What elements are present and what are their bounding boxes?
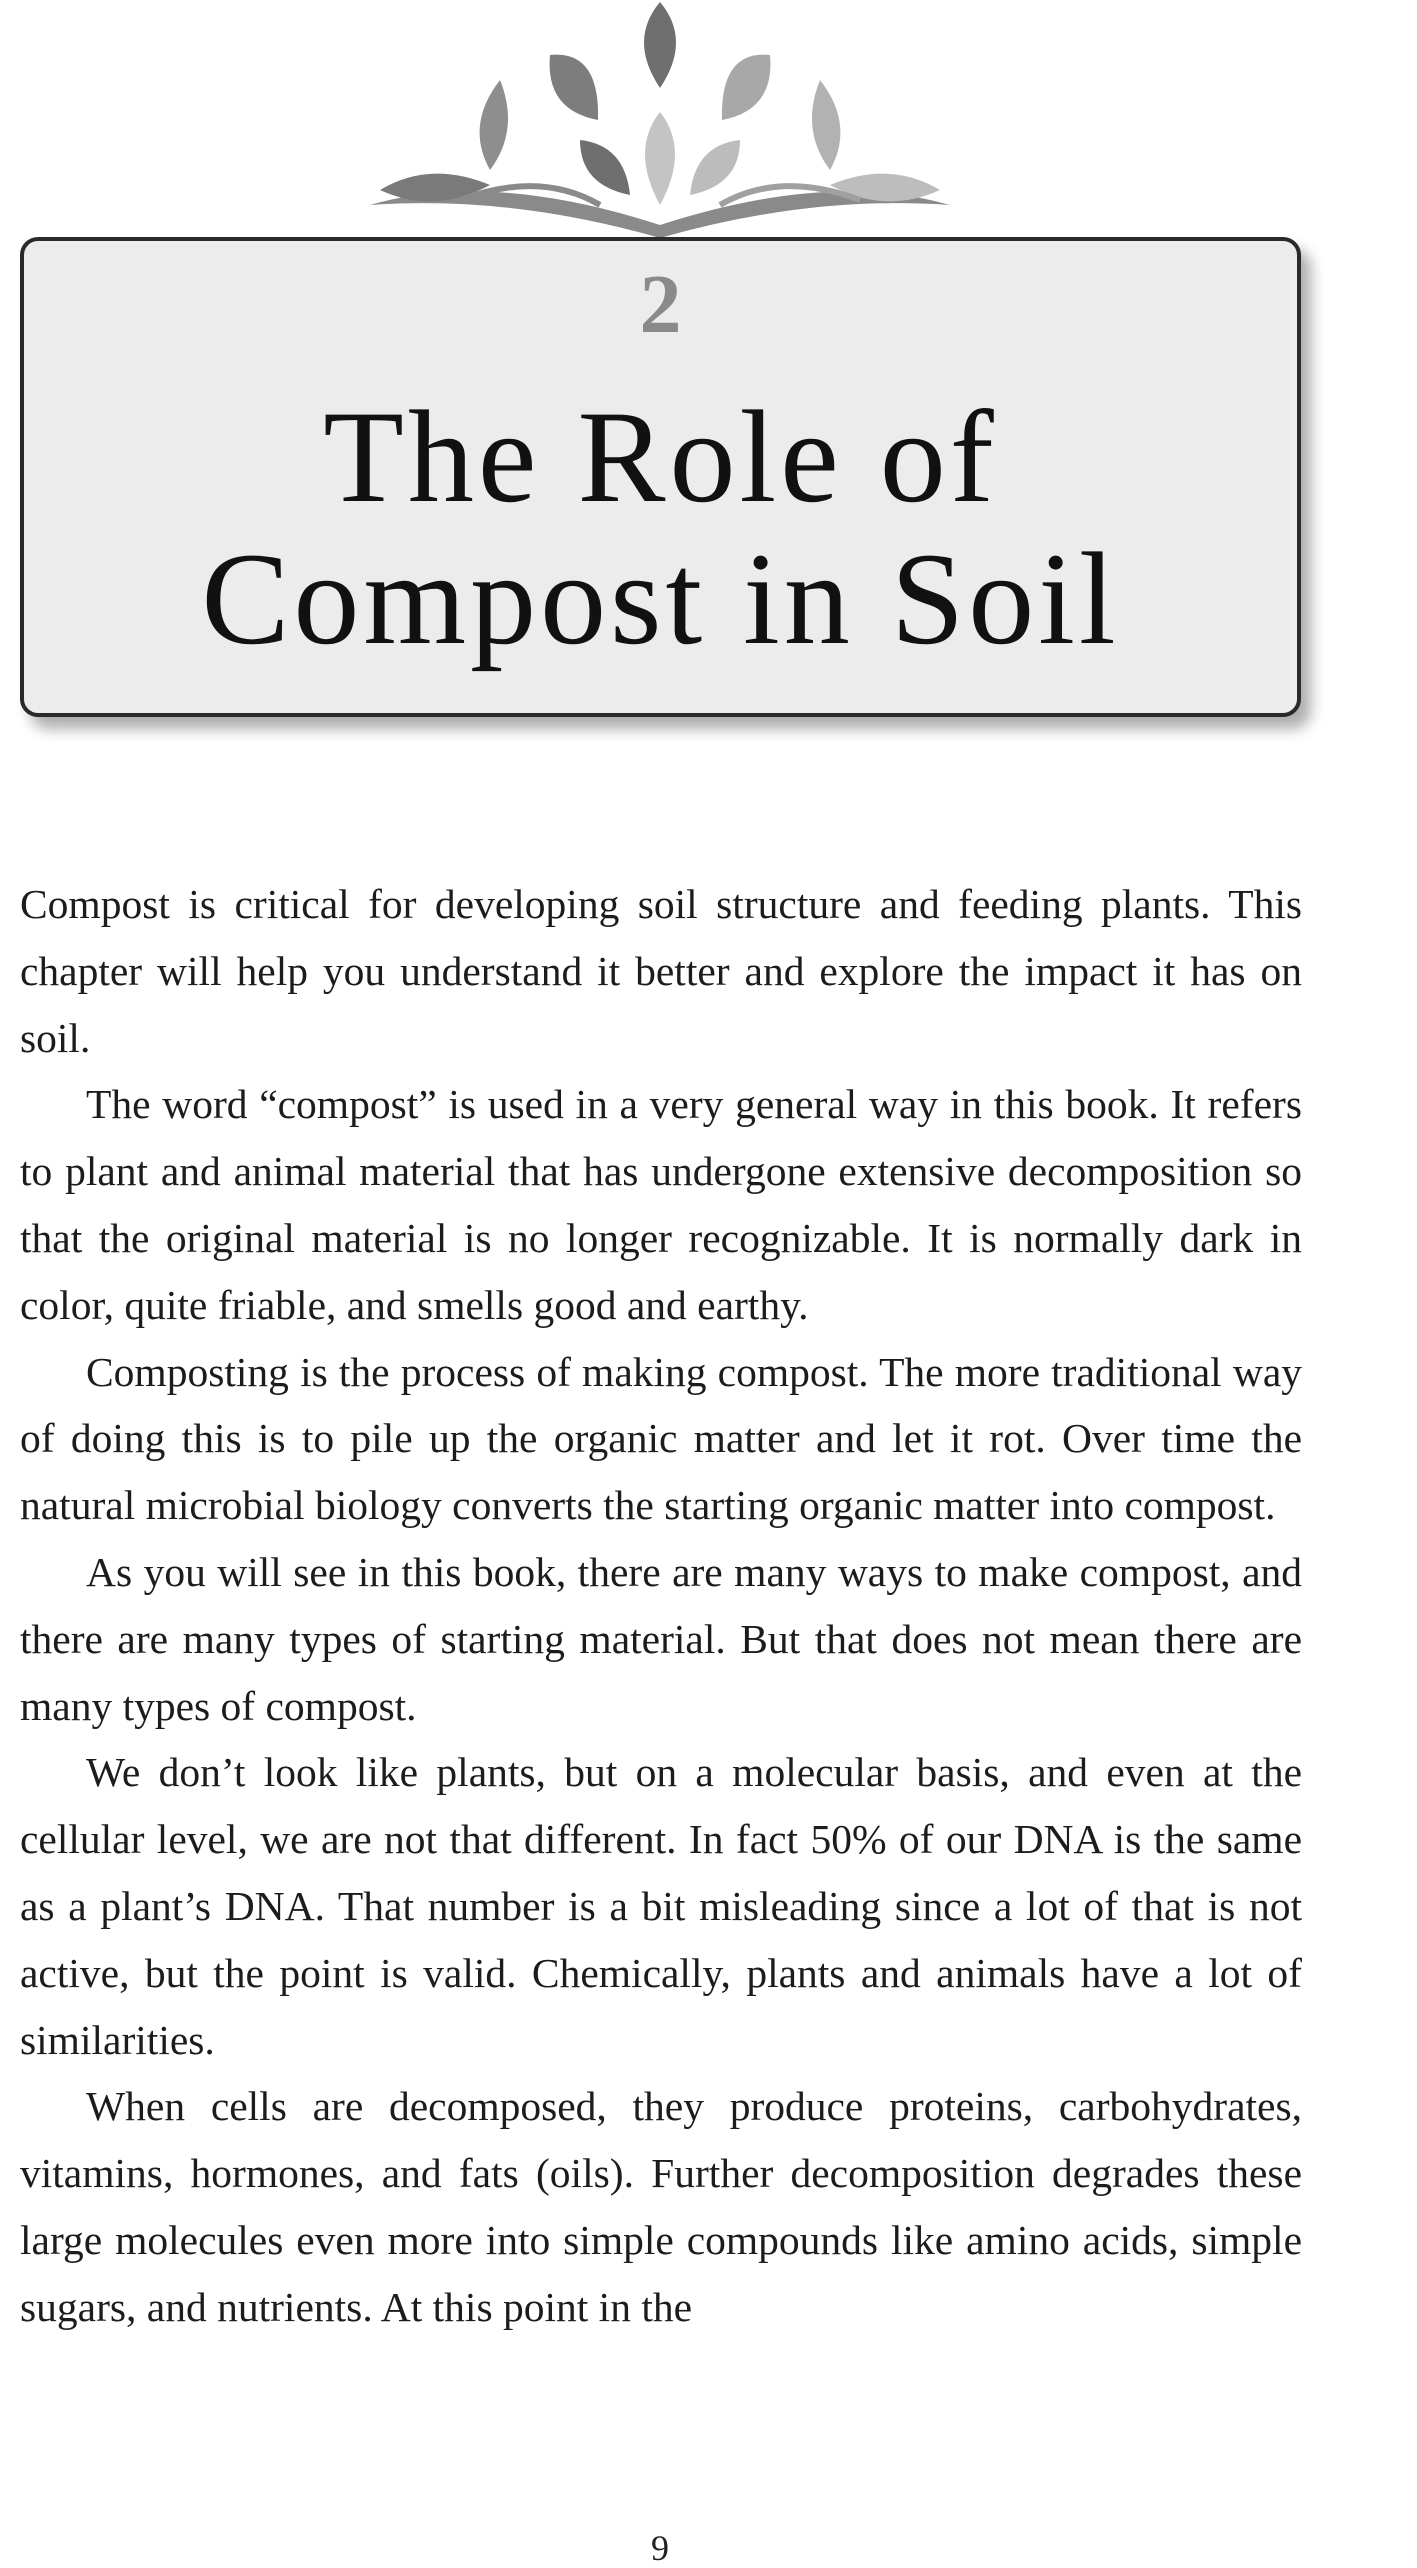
- chapter-title: [24, 383, 1297, 672]
- leaf-ornament-icon: [340, 0, 980, 240]
- paragraph-4: As you will see in this book, there are many ways to make compost, and there are many types of starting material. But that does not mean there are many types of compost.: [20, 1548, 1302, 1729]
- chapter-title-line-2: Compost in Soil: [201, 525, 1120, 672]
- body-text: [20, 871, 1302, 2341]
- page-number: 9: [651, 2528, 669, 2568]
- paragraph-5: We don’t look like plants, but on a molecular basis, and even at the cellular level, we are not that different. In fact 50% of our DNA is the same as a plant’s DNA. That number is a bit misleading since a lot of that is not active, but the point is valid. Chemically, plants and animals have a lot of similarities.: [20, 1749, 1302, 2063]
- chapter-number: 2: [639, 258, 682, 351]
- chapter-title-line-1: The Role of: [323, 383, 998, 530]
- chapter-title-box: [20, 237, 1301, 717]
- paragraph-3: Composting is the process of making compost. The more traditional way of doing this is to pile up the organic matter and let it rot. Over time the natural microbial biology converts the starting organic matter into compost.: [20, 1348, 1302, 1529]
- paragraph-1: Compost is critical for developing soil structure and feeding plants. This chapter will help you understand it better and explore the impact it has on soil.: [20, 881, 1302, 1061]
- paragraph-6: When cells are decomposed, they produce proteins, carbohydrates, vitamins, hormones, and fats (oils). Further decomposition degrades these large molecules even more into simple compounds like amino acids, simple sugars, and nutrients. At this point in the: [20, 2083, 1302, 2330]
- paragraph-2: The word “compost” is used in a very general way in this book. It refers to plant and animal material that has undergone extensive decomposition so that the original material is no longer recognizable. It is normally dark in color, quite friable, and smells good and earthy.: [20, 1081, 1302, 1328]
